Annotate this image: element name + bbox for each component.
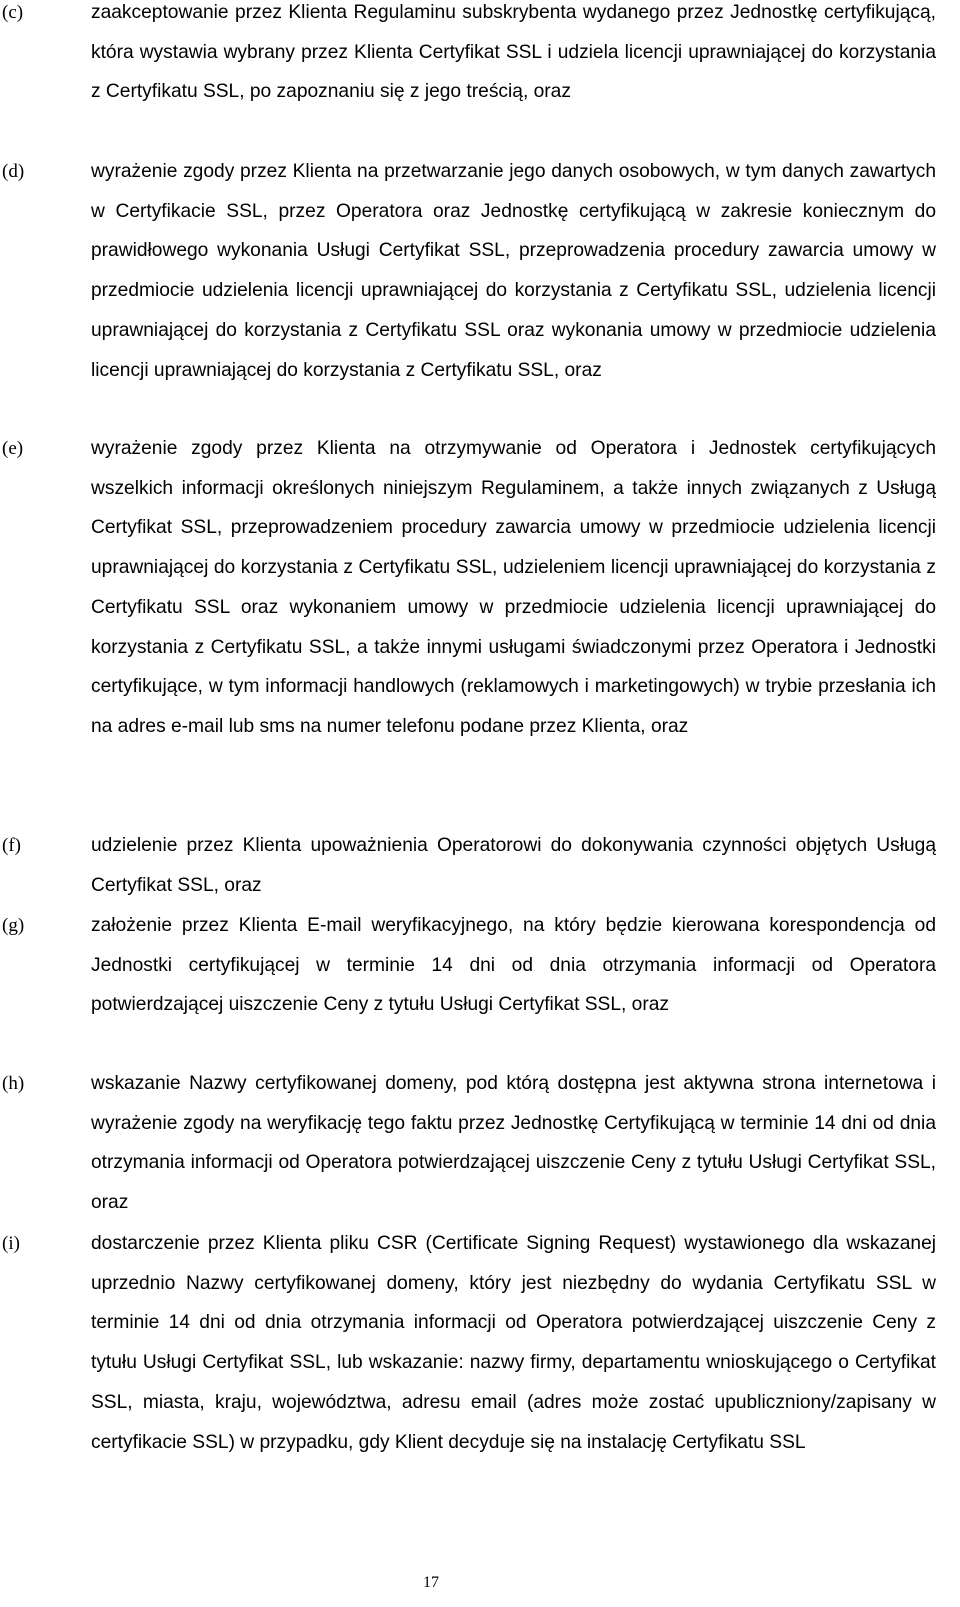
- list-marker: (e): [2, 438, 24, 459]
- list-marker: (f): [2, 835, 21, 856]
- list-marker: (h): [2, 1073, 25, 1094]
- list-item-text: wyrażenie zgody przez Klienta na otrzymywanie od Operatora i Jednostek certyfikujących wszelkich informacji określonych niniejszym Regulaminem, a także innych związanych z Usługą Certyfikat SSL, przeprowadzeniem procedury zawarcia umowy w przedmiocie udzielenia licencji uprawniającej do korzystania z Certyfikatu SSL, udzieleniem licencji uprawniającej do korzystania z Certyfikatu SSL oraz wykonaniem umowy w przedmiocie udzielenia licencji uprawniającej do korzystania z Certyfikatu SSL, a także innymi usługami świadczonymi przez Operatora i Jednostki certyfikujące, w tym informacji handlowych (reklamowych i marketingowych) w trybie przesłania ich na adres e-mail lub sms na numer telefonu podane przez Klienta, oraz: [91, 438, 936, 737]
- list-item-text: założenie przez Klienta E-mail weryfikacyjnego, na który będzie kierowana korespondencja od Jednostki certyfikującej w terminie 14 dni od dnia otrzymania informacji od Operatora potwierdzającej uiszczenie Ceny z tytułu Usługi Certyfikat SSL, oraz: [91, 915, 936, 1016]
- list-marker: (d): [2, 161, 25, 182]
- list-marker: (g): [2, 915, 25, 936]
- list-marker: (c): [2, 2, 24, 23]
- list-item-text: zaakceptowanie przez Klienta Regulaminu subskrybenta wydanego przez Jednostkę certyfikującą, która wystawia wybrany przez Klienta Certyfikat SSL i udziela licencji uprawniającej do korzystania z Certyfikatu SSL, po zapoznaniu się z jego treścią, oraz: [91, 2, 936, 103]
- list-marker: (i): [2, 1233, 20, 1254]
- page-number: 17: [423, 1574, 439, 1591]
- list-item-text: udzielenie przez Klienta upoważnienia Operatorowi do dokonywania czynności objętych Usługą Certyfikat SSL, oraz: [91, 835, 936, 896]
- list-item-text: dostarczenie przez Klienta pliku CSR (Certificate Signing Request) wystawionego dla wskazanej uprzednio Nazwy certyfikowanej domeny, który jest niezbędny do wydania Certyfikatu SSL w terminie 14 dni od dnia otrzymania informacji od Operatora potwierdzającej uiszczenie Ceny z tytułu Usługi Certyfikat SSL, lub wskazanie: nazwy firmy, departamentu wnioskującego o Certyfikat SSL, miasta, kraju, województwa, adresu email (adres może zostać upubliczniony/zapisany w certyfikacie SSL) w przypadku, gdy Klient decyduje się na instalację Certyfikatu SSL: [91, 1233, 936, 1453]
- list-item-text: wskazanie Nazwy certyfikowanej domeny, pod którą dostępna jest aktywna strona internetowa i wyrażenie zgody na weryfikację tego faktu przez Jednostkę Certyfikującą w terminie 14 dni od dnia otrzymania informacji od Operatora potwierdzającej uiszczenie Ceny z tytułu Usługi Certyfikat SSL, oraz: [91, 1073, 936, 1214]
- list-item-text: wyrażenie zgody przez Klienta na przetwarzanie jego danych osobowych, w tym danych zawartych w Certyfikacie SSL, przez Operatora oraz Jednostkę certyfikującą w zakresie koniecznym do prawidłowego wykonania Usługi Certyfikat SSL, przeprowadzenia procedury zawarcia umowy w przedmiocie udzielenia licencji uprawniającej do korzystania z Certyfikatu SSL, udzielenia licencji uprawniającej do korzystania z Certyfikatu SSL oraz wykonania umowy w przedmiocie udzielenia licencji uprawniającej do korzystania z Certyfikatu SSL, oraz: [91, 161, 936, 381]
